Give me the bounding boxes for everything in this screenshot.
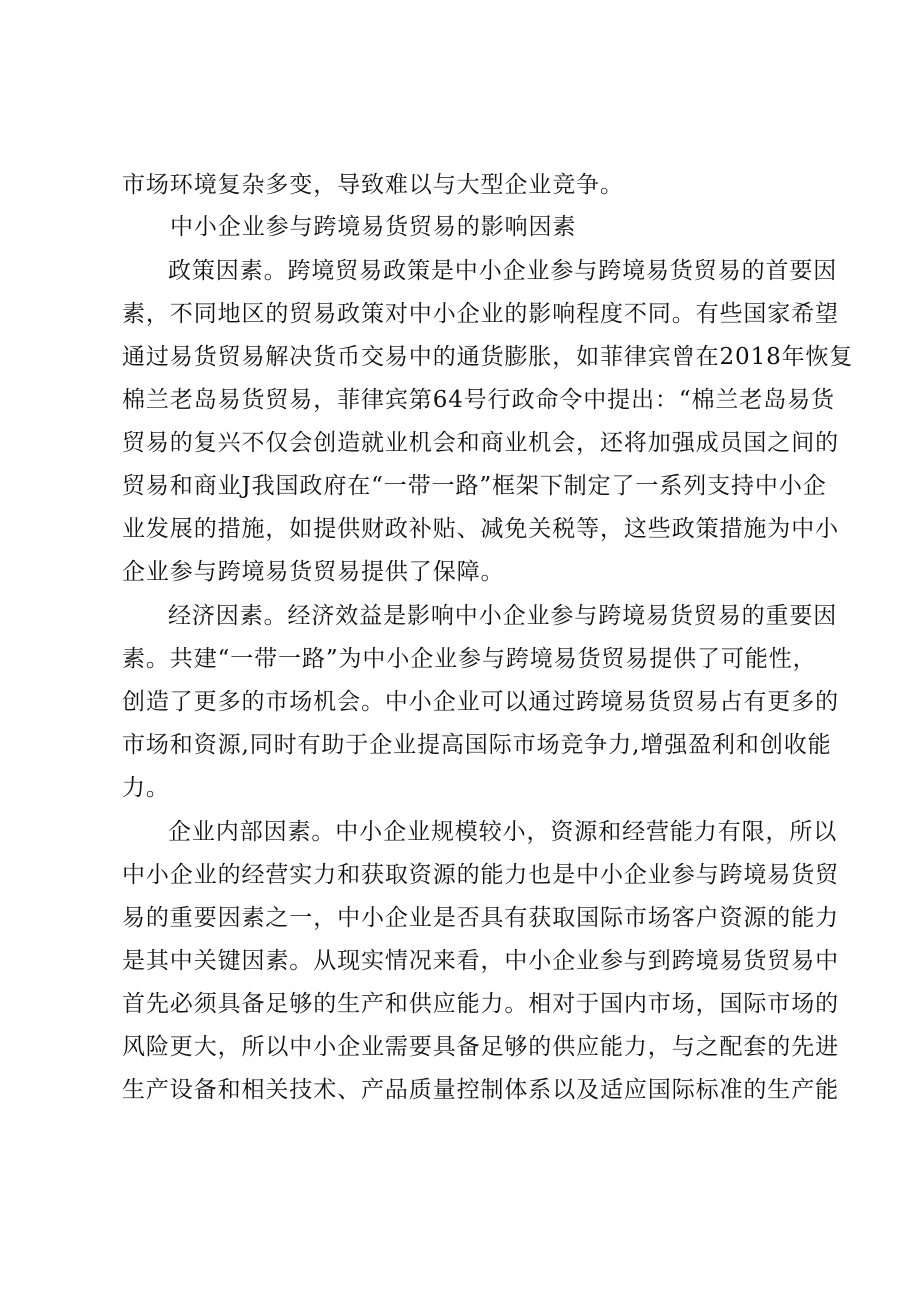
paragraph-policy-line: 通过易货贸易解决货币交易中的通货膨胀，如菲律宾曾在2018年恢复: [122, 344, 854, 370]
paragraph-economic-line: 素。共建“一带一路”为中小企业参与跨境易货贸易提供了可能性，: [122, 646, 817, 672]
paragraph-policy-line: 企业参与跨境易货贸易提供了保障。: [122, 559, 505, 585]
paragraph-policy-line: 素，不同地区的贸易政策对中小企业的影响程度不同。有些国家希望: [122, 301, 839, 327]
section-heading: 中小企业参与跨境易货贸易的影响因素: [170, 214, 577, 240]
paragraph-policy-line: 棉兰老岛易货贸易，菲律宾第64号行政命令中提出：“棉兰老岛易货: [122, 387, 835, 413]
paragraph-internal-line: 首先必须具备足够的生产和供应能力。相对于国内市场，国际市场的: [122, 991, 839, 1017]
text-line: 市场环境复杂多变，导致难以与大型企业竞争。: [122, 172, 624, 198]
paragraph-internal-line: 是其中关键因素。从现实情况来看，中小企业参与到跨境易货贸易中: [122, 948, 839, 974]
paragraph-internal-line: 风险更大，所以中小企业需要具备足够的供应能力，与之配套的先进: [122, 1034, 839, 1060]
paragraph-economic-line: 力。: [122, 775, 170, 801]
paragraph-economic-line: 市场和资源,同时有助于企业提高国际市场竞争力,增强盈利和创收能: [122, 732, 832, 758]
paragraph-internal-line: 易的重要因素之一，中小企业是否具有获取国际市场客户资源的能力: [122, 905, 839, 931]
paragraph-policy-line: 贸易和商业J我国政府在“一带一路”框架下制定了一系列支持中小企: [122, 473, 827, 499]
paragraph-internal-line: 生产设备和相关技术、产品质量控制体系以及适应国际标准的生产能: [122, 1077, 839, 1103]
paragraph-internal-line: 中小企业的经营实力和获取资源的能力也是中小企业参与跨境易货贸: [122, 862, 839, 888]
paragraph-economic-line: 经济因素。经济效益是影响中小企业参与跨境易货贸易的重要因: [168, 603, 838, 629]
paragraph-policy-line: 业发展的措施，如提供财政补贴、减免关税等，这些政策措施为中小: [122, 516, 839, 542]
paragraph-internal-line: 企业内部因素。中小企业规模较小，资源和经营能力有限，所以: [168, 819, 838, 845]
paragraph-economic-line: 创造了更多的市场机会。中小企业可以通过跨境易货贸易占有更多的: [122, 689, 839, 715]
paragraph-policy-line: 政策因素。跨境贸易政策是中小企业参与跨境易货贸易的首要因: [168, 258, 838, 284]
paragraph-policy-line: 贸易的复兴不仅会创造就业机会和商业机会，还将加强成员国之间的: [122, 430, 839, 456]
